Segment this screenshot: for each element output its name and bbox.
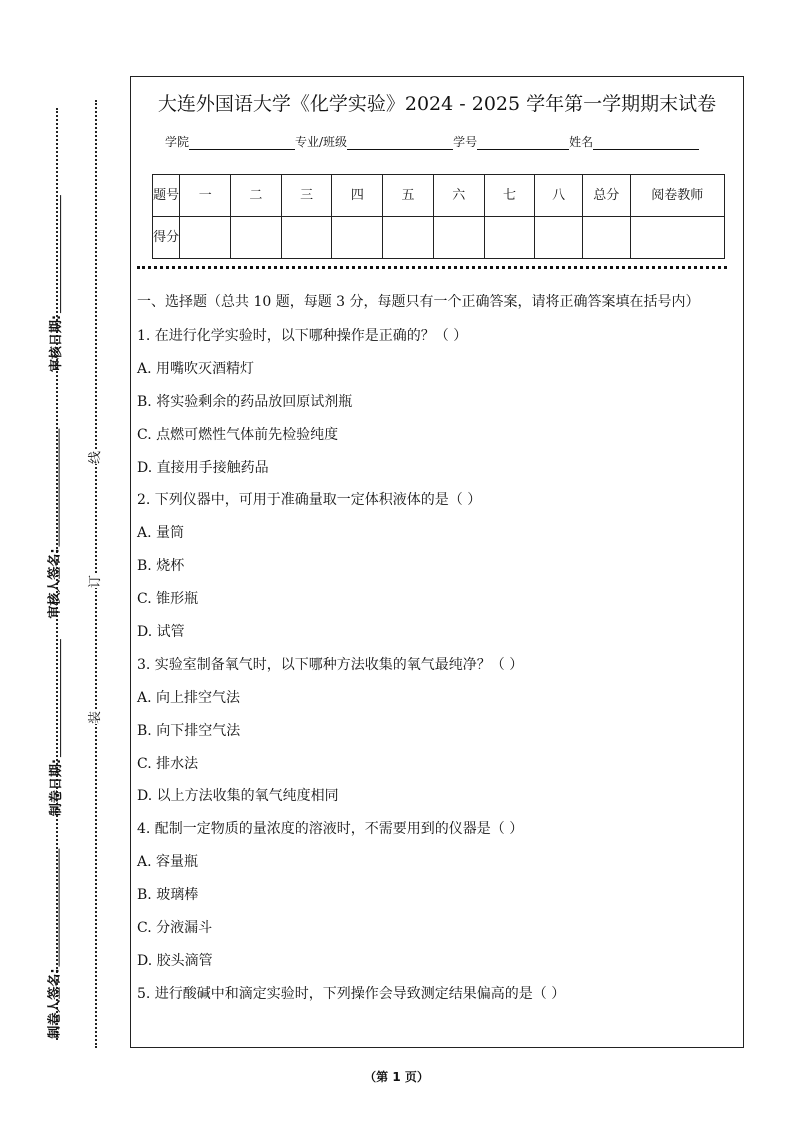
question-option: C. 分液漏斗 [137, 920, 213, 937]
score-cell-6[interactable] [433, 217, 484, 259]
question-stem: 3. 实验室制备氧气时，以下哪种方法收集的氧气最纯净？（ ） [137, 656, 524, 673]
maker-sign-line [47, 848, 60, 966]
score-cell-8[interactable] [535, 217, 583, 259]
question-option: B. 将实验剩余的药品放回原试剂瓶 [137, 393, 353, 410]
score-col-7: 七 [484, 175, 535, 217]
question-option: C. 锥形瓶 [137, 591, 199, 608]
question-option: D. 胶头滴管 [137, 952, 213, 969]
major-class-field[interactable] [347, 137, 453, 150]
section1-heading: 一、选择题（总共 10 题，每题 3 分，每题只有一个正确答案，请将正确答案填在括号内） [137, 294, 700, 310]
reviewer-date-label: 审核日期: [49, 314, 65, 373]
question-option: D. 直接用手接触药品 [137, 459, 269, 476]
dotted-separator [137, 266, 727, 269]
score-col-5: 五 [383, 175, 434, 217]
student-info-row [165, 133, 725, 150]
score-cell-4[interactable] [332, 217, 383, 259]
student-id-label: 学号 [453, 135, 478, 149]
reviewer-sign-line [47, 428, 60, 546]
reviewer-date-line [48, 195, 61, 313]
maker-sign-field [44, 848, 63, 1038]
exam-content [137, 291, 737, 1011]
question-option: A. 用嘴吹灭酒精灯 [137, 360, 255, 377]
reviewer-sign-label: 审核人签名: [47, 548, 63, 619]
binding-mark-line: 线 [82, 451, 105, 464]
score-table-row1-label: 题号 [153, 175, 180, 217]
score-cell-grader[interactable] [630, 217, 724, 259]
maker-date-line [48, 639, 61, 757]
question-option: A. 量筒 [137, 525, 185, 542]
name-field[interactable] [593, 137, 699, 150]
score-table-score-row [153, 217, 725, 259]
score-cell-1[interactable] [180, 217, 231, 259]
question-stem: 1. 在进行化学实验时，以下哪种操作是正确的？（ ） [137, 328, 468, 344]
score-cell-2[interactable] [231, 217, 282, 259]
college-field[interactable] [189, 137, 295, 150]
question-stem: 2. 下列仪器中，可用于准确量取一定体积液体的是（ ） [137, 492, 482, 509]
page-number: （第 1 页） [364, 1070, 429, 1084]
question-option: D. 试管 [137, 624, 185, 641]
reviewer-sign-field [44, 428, 63, 618]
question-option: C. 排水法 [137, 755, 199, 772]
score-col-4: 四 [332, 175, 383, 217]
score-col-3: 三 [281, 175, 332, 217]
score-col-total: 总分 [582, 175, 630, 217]
score-cell-total[interactable] [582, 217, 630, 259]
score-col-2: 二 [231, 175, 282, 217]
question-stem: 5. 进行酸碱中和滴定实验时，下列操作会导致测定结果偏高的是（ ） [137, 985, 566, 1002]
maker-date-label: 制卷日期: [49, 758, 65, 817]
score-table-header-row [153, 175, 725, 217]
question-option: B. 玻璃棒 [137, 887, 199, 904]
score-cell-5[interactable] [383, 217, 434, 259]
question-option: A. 向上排空气法 [137, 689, 241, 706]
question-stem: 4. 配制一定物质的量浓度的溶液时，不需要用到的仪器是（ ） [137, 821, 524, 838]
score-table-row2-label: 得分 [153, 217, 180, 259]
score-col-6: 六 [433, 175, 484, 217]
binding-mark-ding: 订 [82, 575, 105, 588]
question-option: C. 点燃可燃性气体前先检验纯度 [137, 426, 339, 443]
score-cell-7[interactable] [484, 217, 535, 259]
maker-sign-label: 制卷人签名: [47, 968, 63, 1039]
binding-mark-zhuang: 装 [82, 711, 105, 724]
question-option: D. 以上方法收集的氧气纯度相同 [137, 788, 339, 805]
score-table [152, 174, 725, 259]
name-label: 姓名 [569, 135, 594, 149]
exam-frame [130, 76, 744, 1048]
question-option: A. 容量瓶 [137, 854, 199, 871]
score-cell-3[interactable] [281, 217, 332, 259]
score-col-grader: 阅卷教师 [630, 175, 724, 217]
exam-title: 大连外国语大学《化学实验》2024 - 2025 学年第一学期期末试卷 [157, 93, 717, 115]
reviewer-date-field [45, 195, 64, 372]
question-option: B. 烧杯 [137, 558, 185, 575]
score-col-8: 八 [535, 175, 583, 217]
maker-date-field [45, 639, 64, 816]
college-label: 学院 [165, 135, 190, 149]
binding-margin [0, 0, 128, 1122]
major-label: 专业/班级 [295, 135, 348, 149]
question-option: B. 向下排空气法 [137, 722, 241, 739]
score-col-1: 一 [180, 175, 231, 217]
student-id-field[interactable] [477, 137, 569, 150]
